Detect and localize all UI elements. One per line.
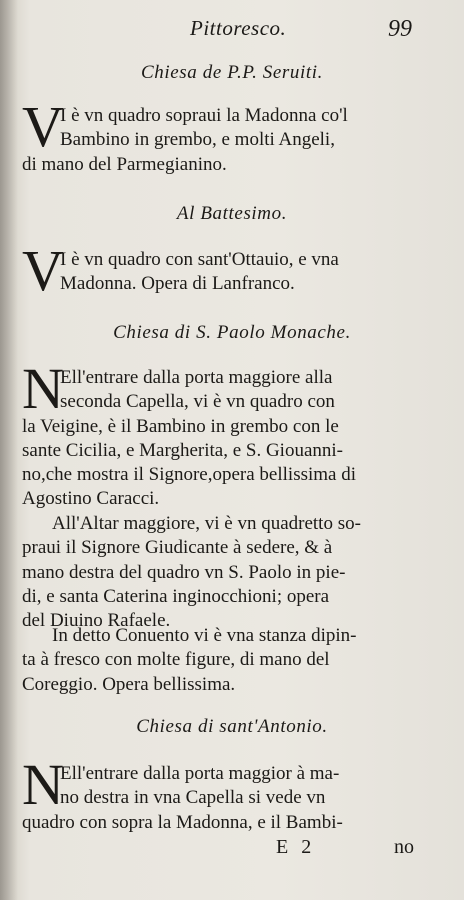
section-heading: Chiesa de P.P. Seruiti.	[141, 62, 323, 83]
text-line: no,che mostra il Signore,opera bellissima di	[22, 464, 357, 486]
running-title: Pittoresco.	[190, 16, 287, 40]
section-heading: Chiesa di sant'Antonio.	[136, 716, 328, 737]
text-line: di, e santa Caterina inginocchioni; opera	[22, 585, 330, 607]
text-line: la Veigine, è il Bambino in grembo con le	[22, 415, 339, 437]
paragraph	[22, 238, 447, 303]
text-line: I è vn quadro sopraui la Madonna co'l	[60, 105, 348, 126]
section-heading: Chiesa di S. Paolo Monache.	[113, 322, 351, 343]
drop-cap: N	[22, 752, 64, 817]
drop-cap: V	[22, 94, 64, 159]
signature-mark: E 2	[276, 836, 316, 858]
text-line: Ell'entrare dalla porta maggior à ma-	[60, 763, 340, 784]
text-line: quadro con sopra la Madonna, e il Bambi-	[22, 811, 343, 833]
page-footer	[0, 836, 464, 866]
page-number: 99	[388, 16, 412, 42]
text-line: Bambino in grembo, e molti Angeli,	[60, 129, 335, 151]
catchword: no	[394, 836, 414, 858]
text-line: I è vn quadro con sant'Ottauio, e vna	[60, 249, 339, 270]
text-line: seconda Capella, vi è vn quadro con	[60, 391, 335, 413]
text-line: no destra in vna Capella si vede vn	[60, 787, 326, 809]
drop-cap: N	[22, 356, 64, 421]
paragraph	[22, 752, 447, 835]
gutter-shadow	[0, 0, 18, 900]
text-line: del Diuino Rafaele.	[22, 610, 171, 632]
paragraph	[22, 94, 447, 177]
text-line: Coreggio. Opera bellissima.	[22, 673, 236, 695]
paragraph	[22, 512, 447, 633]
drop-cap: V	[22, 238, 64, 303]
text-line: praui il Signore Giudicante à sedere, & à	[22, 537, 333, 559]
text-line: sante Cicilia, e Margherita, e S. Giouanni-	[22, 439, 343, 461]
text-line: All'Altar maggiore, vi è vn quadretto so-	[52, 513, 361, 534]
text-line: In detto Conuento vi è vna stanza dipin-	[52, 625, 357, 646]
paragraph	[22, 356, 447, 512]
text-line: ta à fresco con molte figure, di mano del	[22, 649, 330, 671]
text-line: di mano del Parmegianino.	[22, 153, 227, 175]
text-line: Agostino Caracci.	[22, 488, 160, 510]
text-line: mano destra del quadro vn S. Paolo in pie-	[22, 561, 346, 583]
text-line: Ell'entrare dalla porta maggiore alla	[60, 367, 333, 388]
running-head	[0, 14, 464, 48]
text-line: Madonna. Opera di Lanfranco.	[60, 273, 295, 295]
paragraph	[22, 624, 447, 697]
section-heading: Al Battesimo.	[176, 203, 288, 224]
